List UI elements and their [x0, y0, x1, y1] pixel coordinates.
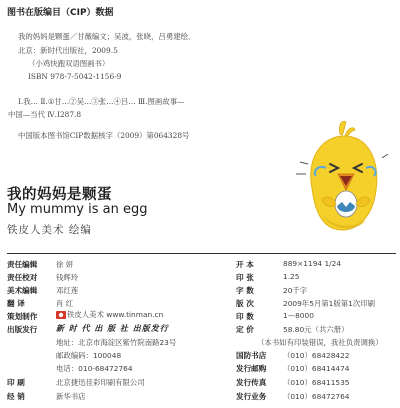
credit-label: 经 销 [7, 392, 25, 401]
credit-value: 徐 妍 [56, 260, 74, 269]
cip-line: （小鸡快跑双语图画书） [28, 59, 110, 68]
credit-label: 出版发行 [7, 325, 38, 334]
credit-label: 翻 译 [7, 299, 25, 308]
publisher-name: 新 时 代 出 版 社 出版发行 [56, 324, 169, 333]
credit-label: 印 刷 [7, 378, 25, 387]
tinman-brand [56, 309, 163, 320]
credit-label: 责任编辑 [7, 260, 38, 269]
spec-label: 定 价 [236, 325, 254, 334]
credit-value: 新华书店 [56, 392, 86, 401]
spec-label: 印 张 [236, 273, 254, 282]
credit-label: 美术编辑 [7, 286, 38, 295]
contact-label: 国防书店 [236, 351, 267, 360]
credit-label: 责任校对 [7, 273, 38, 282]
spec-value: 1—8000 [283, 311, 314, 320]
cip-line: ISBN 978-7-5042-1156-9 [28, 72, 122, 81]
cip-line: 我的妈妈是颗蛋／甘薇编文；吴波，张晓，吕勇建绘． [18, 32, 196, 41]
publisher-address: 地址：北京市海淀区紫竹院南路23号 [56, 338, 177, 347]
spec-value: 2009年5月第1版第1次印刷 [283, 299, 376, 308]
credit-value: 肖 红 [56, 299, 74, 308]
book-credit: 铁皮人美术 绘编 [7, 224, 92, 236]
spec-value: 58.80元（共六册） [283, 325, 349, 334]
replacement-notice: （本书如有印装错误，我社负责调换） [257, 338, 383, 347]
credit-value: 北京捷迅佳彩印刷有限公司 [56, 378, 145, 387]
credit-label: 策划制作 [7, 312, 38, 321]
publisher-phone: 电话：010-68472764 [56, 364, 133, 373]
cip-line: Ⅰ.我… Ⅱ.①甘…②吴…③张…④吕… Ⅲ.图画故事— [18, 97, 185, 106]
divider-rule [7, 253, 396, 254]
contact-value: （010）68472764 [283, 392, 350, 401]
spec-label: 印 数 [236, 312, 254, 321]
book-title-cn: 我的妈妈是颗蛋 [7, 187, 112, 203]
contact-value: （010）68414474 [283, 364, 350, 373]
spec-label: 字 数 [236, 286, 254, 295]
spec-value: 20千字 [283, 286, 308, 295]
contact-label: 发行业务 [236, 392, 267, 401]
crying-chick-holding-egg-icon [282, 118, 392, 240]
contact-label: 发行邮购 [236, 364, 267, 373]
contact-label: 发行传真 [236, 378, 267, 387]
spec-label: 开 本 [236, 260, 254, 269]
book-title-en: My mummy is an egg [7, 202, 148, 217]
cip-line: 中国版本图书馆CIP数据核字（2009）第064328号 [18, 131, 190, 140]
spec-value: 1.25 [283, 272, 300, 281]
credit-value: 钱辉玲 [56, 273, 79, 282]
cip-title: 图书在版编目（CIP）数据 [7, 8, 114, 18]
cip-line: 中国—当代 Ⅳ.I287.8 [8, 110, 82, 119]
contact-value: （010）68411535 [283, 378, 350, 387]
contact-value: （010）68428422 [283, 351, 350, 360]
publisher-postcode: 邮政编码：100048 [56, 351, 122, 360]
spec-value: 889×1194 1/24 [283, 259, 342, 268]
spec-label: 版 次 [236, 299, 254, 308]
credit-value: 邓红莲 [56, 286, 79, 295]
tinman-logo-icon [56, 311, 66, 319]
cip-line: 北京：新时代出版社，2009.5 [18, 46, 118, 55]
credit-value: 铁皮人美术 www.tinman.cn [67, 310, 164, 319]
